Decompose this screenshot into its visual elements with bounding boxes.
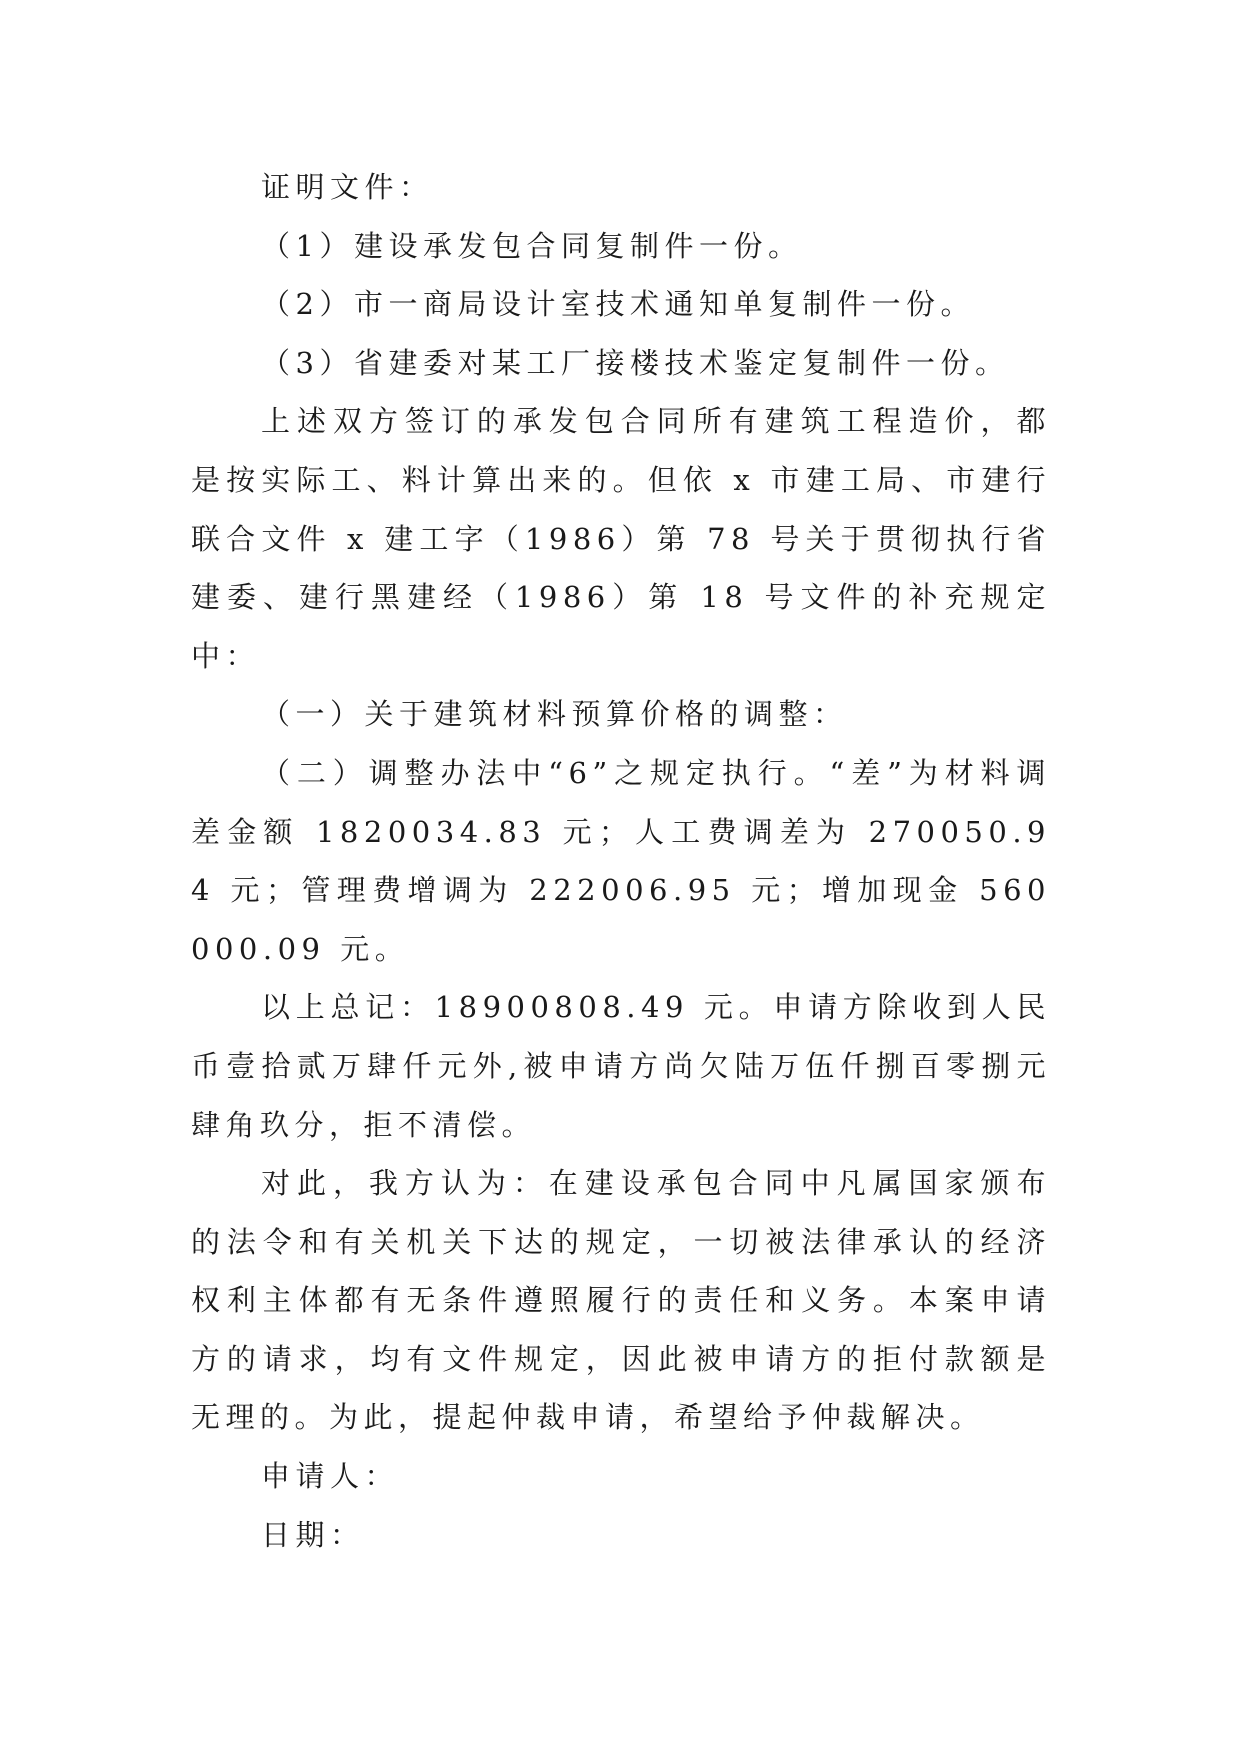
applicant-label: 申请人：: [261, 1459, 400, 1494]
proof-item-2: （2）市一商局设计室技术通知单复制件一份。: [261, 287, 975, 322]
sub-item-1: （一）关于建筑材料预算价格的调整：: [261, 697, 848, 732]
contract-paragraph: 上述双方签订的承发包合同所有建筑工程造价，都是按实际工、料计算出来的。但依 x 市建工局、市建行联合文件 x 建工字（1986）第 78 号关于贯彻执行省建委、建行黑建经（1986）第 18 号文件的补充规定中：: [191, 404, 1051, 673]
proof-heading: 证明文件：: [261, 170, 434, 204]
document-body: [191, 158, 1051, 1564]
sub-item-2: （二）调整办法中“6”之规定执行。“差”为材料调差金额 1820034.83 元；人工费调差为 270050.94 元；管理费增调为 222006.95 元；增加现金 560000.09 元。: [191, 755, 1051, 966]
proof-item-1: （1）建设承发包合同复制件一份。: [261, 228, 803, 263]
total-paragraph: 以上总记：18900808.49 元。申请方除收到人民币壹拾贰万肆仟元外,被申请方尚欠陆万伍仟捌百零捌元肆角玖分，拒不清偿。: [191, 990, 1051, 1142]
date-label: 日期：: [261, 1517, 365, 1552]
opinion-paragraph: 对此，我方认为：在建设承包合同中凡属国家颁布的法令和有关机关下达的规定，一切被法律承认的经济权利主体都有无条件遵照履行的责任和义务。本案申请方的请求，均有文件规定，因此被申请方的拒付款额是无理的。为此，提起仲裁申请，希望给予仲裁解决。: [191, 1166, 1051, 1435]
proof-item-3: （3）省建委对某工厂接楼技术鉴定复制件一份。: [261, 345, 1010, 380]
